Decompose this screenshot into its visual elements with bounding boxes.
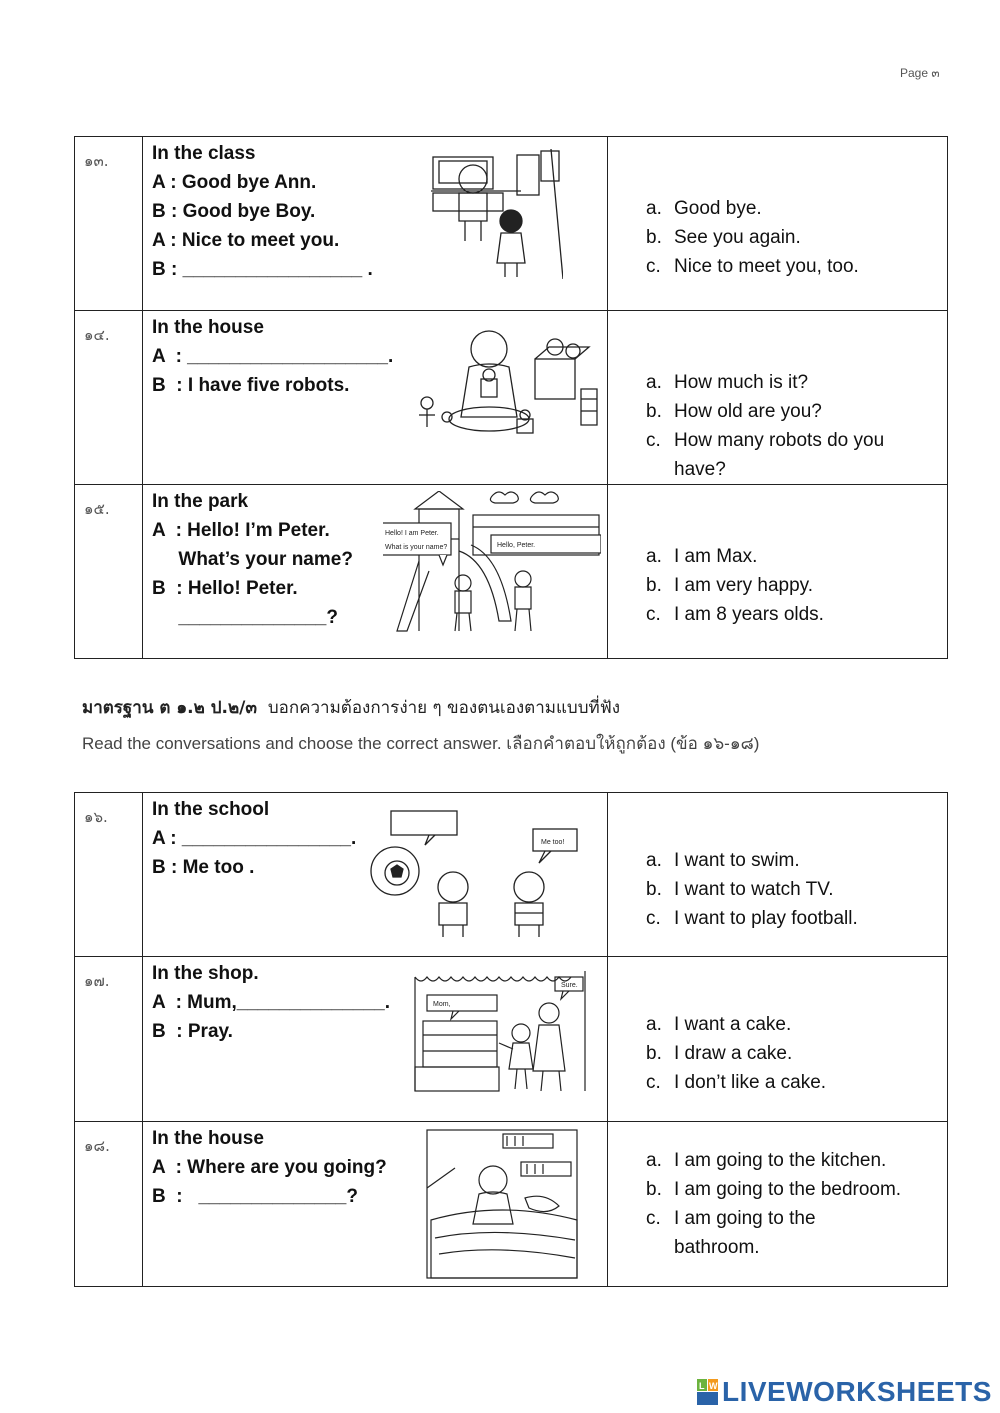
- dialogue: In the shop. A : Mum,______________. B : Pray.: [152, 959, 390, 1046]
- dialogue: In the house A : ___________________. B : I have five robots.: [152, 313, 393, 400]
- playground-illustration: [383, 491, 601, 641]
- option-a[interactable]: a. Good bye.: [646, 198, 762, 219]
- option-c[interactable]: c. I don’t like a cake.: [646, 1072, 827, 1093]
- question-row-16: [75, 793, 948, 957]
- boy-with-robots-illustration: [405, 319, 605, 445]
- options-list: [608, 311, 947, 484]
- speech-bubble-text: Hello, Peter.: [497, 542, 536, 549]
- dialogue: In the house A : Where are you going? B : ______________?: [152, 1124, 387, 1211]
- option-c[interactable]: c. How many robots do you have?: [646, 430, 885, 480]
- question-number: ๑๗.: [84, 972, 110, 990]
- option-b[interactable]: b. I am very happy.: [646, 575, 814, 596]
- option-c[interactable]: c. I want to play football.: [646, 908, 858, 929]
- options-list: [608, 485, 947, 629]
- question-table-1: [74, 136, 948, 659]
- speech-bubble-text: Hello! I am Peter.: [385, 530, 439, 537]
- option-a[interactable]: a. I want a cake.: [646, 1014, 792, 1035]
- scene-title: In the house: [152, 317, 264, 338]
- dialogue: In the class A : Good bye Ann. B : Good bye Boy. A : Nice to meet you. B : _________________ .: [152, 139, 373, 284]
- scene-title: In the house: [152, 1128, 264, 1149]
- option-c[interactable]: c. I am 8 years olds.: [646, 604, 824, 625]
- question-row-15: [75, 485, 948, 659]
- bedroom-illustration: [425, 1128, 579, 1280]
- classroom-illustration: [431, 149, 563, 279]
- speech-bubble-text: Mom,: [433, 1001, 451, 1008]
- brand-name: LIVEWORKSHEETS: [722, 1376, 992, 1407]
- option-a[interactable]: a. I am Max.: [646, 546, 758, 567]
- question-table-2: [74, 792, 948, 1287]
- question-number: ๑๖.: [84, 808, 108, 826]
- options-list: [608, 1122, 947, 1262]
- options-list: [608, 793, 947, 933]
- question-row-17: [75, 957, 948, 1122]
- question-row-18: [75, 1122, 948, 1287]
- scene-title: In the shop.: [152, 963, 259, 984]
- svg-text:L: L: [699, 1381, 705, 1391]
- question-row-14: [75, 311, 948, 485]
- instruction-text: Read the conversations and choose the correct answer. เลือกคำตอบให้ถูกต้อง (ข้อ ๑๖-๑๘): [82, 734, 760, 753]
- question-number: ๑๘.: [84, 1137, 110, 1155]
- option-c[interactable]: c. Nice to meet you, too.: [646, 256, 859, 277]
- boys-football-illustration: [369, 807, 581, 937]
- speech-bubble-text: What is your name?: [385, 544, 448, 551]
- dialogue: In the park A : Hello! I’m Peter. What’s your name? B : Hello! Peter. ______________?: [152, 487, 353, 632]
- scene-title: In the park: [152, 491, 249, 512]
- options-list: [608, 957, 947, 1097]
- liveworksheets-badge-icon: [697, 1379, 719, 1405]
- scene-title: In the class: [152, 143, 256, 164]
- speech-bubble-text: Me too!: [541, 839, 565, 846]
- question-number: ๑๓.: [84, 152, 109, 170]
- option-c[interactable]: c. I am going to the bathroom.: [646, 1208, 816, 1258]
- option-b[interactable]: b. I want to watch TV.: [646, 879, 834, 900]
- scene-title: In the school: [152, 799, 270, 820]
- liveworksheets-logo[interactable]: [697, 1376, 992, 1408]
- svg-text:W: W: [709, 1381, 718, 1391]
- question-row-13: [75, 137, 948, 311]
- options-list: [608, 137, 947, 281]
- question-number: ๑๔.: [84, 326, 110, 344]
- cake-shop-illustration: [413, 971, 589, 1095]
- option-b[interactable]: b. I am going to the bedroom.: [646, 1179, 902, 1200]
- question-number: ๑๕.: [84, 500, 110, 518]
- option-a[interactable]: a. I am going to the kitchen.: [646, 1150, 887, 1171]
- speech-bubble-text: Sure.: [561, 982, 578, 989]
- option-a[interactable]: a. How much is it?: [646, 372, 809, 393]
- option-a[interactable]: a. I want to swim.: [646, 850, 800, 871]
- option-b[interactable]: b. See you again.: [646, 227, 801, 248]
- option-b[interactable]: b. I draw a cake.: [646, 1043, 793, 1064]
- standard-heading: มาตรฐาน ต ๑.๒ ป.๒/๓ บอกความต้องการง่าย ๆ ของตนเองตามแบบที่ฟัง: [82, 698, 621, 718]
- option-b[interactable]: b. How old are you?: [646, 401, 822, 422]
- dialogue: In the school A : ________________. B : Me too .: [152, 795, 356, 882]
- page-number: Page ๓: [900, 66, 940, 80]
